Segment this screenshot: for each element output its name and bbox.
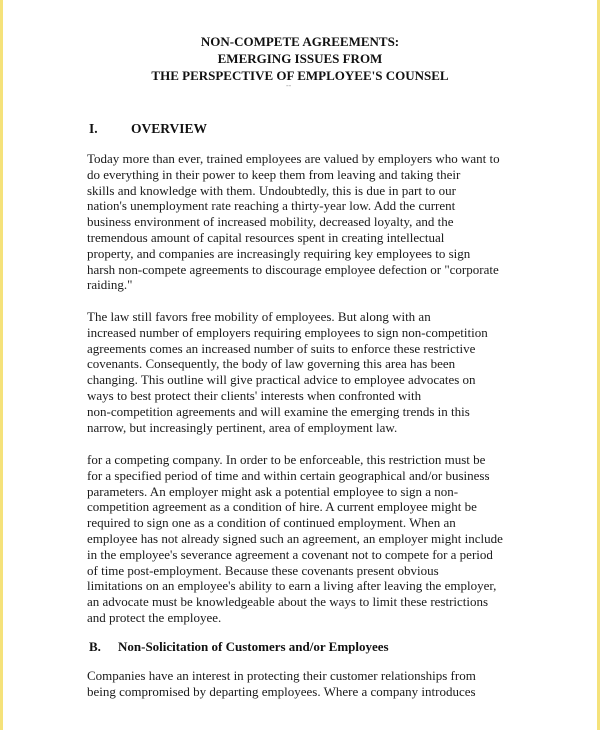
text-line: for a specified period of time and within certain geographical and/or business xyxy=(87,467,490,483)
text-line: do everything in their power to keep them from leaving and taking their xyxy=(87,166,461,182)
text-line: Today more than ever, trained employees are valued by employers who want to xyxy=(87,151,500,166)
text-line: ways to best protect their clients' interests when confronted with xyxy=(87,387,422,403)
text-line: limitations on an employee's ability to earn a living after leaving the employer, xyxy=(87,578,497,594)
paragraph-overview-2 xyxy=(87,309,547,435)
text-line: an advocate must be knowledgeable about the ways to limit these restrictions xyxy=(87,594,489,610)
text-line: increased number of employers requiring employees to sign non-competition xyxy=(87,324,488,340)
subsection-number: B. xyxy=(89,639,101,654)
document-page xyxy=(3,0,597,730)
text-line: skills and knowledge with them. Undoubtedly, this is due in part to our xyxy=(87,182,456,198)
paragraph-non-solicitation xyxy=(87,668,547,700)
text-line: non-competition agreements and will examine the emerging trends in this xyxy=(87,403,470,419)
document-title-line-2: EMERGING ISSUES FROM xyxy=(217,51,383,66)
text-line: agreements comes an increased number of suits to enforce these restrictive xyxy=(87,340,476,356)
document-title-line-3: THE PERSPECTIVE OF EMPLOYEE'S COUNSEL xyxy=(151,68,449,83)
section-number: I. xyxy=(89,121,98,136)
section-heading: OVERVIEW xyxy=(131,121,208,136)
text-line: in the employee's severance agreement a covenant not to compete for a period xyxy=(87,546,493,562)
text-line: employee has not already signed such an agreement, an employer might include xyxy=(87,530,503,546)
text-line: business environment of increased mobility, decreased loyalty, and the xyxy=(87,214,454,230)
text-line: Companies have an interest in protecting their customer relationships from xyxy=(87,668,476,683)
text-line: harsh non-compete agreements to discourage employee defection or "corporate xyxy=(87,261,499,277)
text-line: raiding." xyxy=(87,277,133,293)
document-title-line-1: NON-COMPETE AGREEMENTS: xyxy=(200,34,400,49)
text-line: for a competing company. In order to be enforceable, this restriction must be xyxy=(87,452,486,467)
text-line: required to sign one as a condition of continued employment. When an xyxy=(87,515,456,531)
footnote-mark: -- xyxy=(286,81,292,90)
text-line: changing. This outline will give practical advice to employee advocates on xyxy=(87,372,476,388)
text-line: being compromised by departing employees. Where a company introduces xyxy=(87,683,476,699)
text-line: of time post-employment. Because these covenants present obvious xyxy=(87,562,439,578)
text-line: competition agreement as a condition of hire. A current employee might be xyxy=(87,499,477,515)
text-line: The law still favors free mobility of employees. But along with an xyxy=(87,309,431,324)
text-line: parameters. An employer might ask a potential employee to sign a non- xyxy=(87,483,459,499)
paragraph-competition xyxy=(87,452,547,626)
text-line: tremendous amount of capital resources spent in creating intellectual xyxy=(87,229,445,245)
text-line: covenants. Consequently, the body of law governing this area has been xyxy=(87,356,456,372)
text-line: narrow, but increasingly pertinent, area of employment law. xyxy=(87,419,398,435)
paragraph-overview-1 xyxy=(87,151,547,293)
subsection-heading: Non-Solicitation of Customers and/or Employees xyxy=(118,639,389,654)
text-line: property, and companies are increasingly requiring key employees to sign xyxy=(87,245,471,261)
text-line: nation's unemployment rate reaching a thirty-year low. Add the current xyxy=(87,198,456,214)
text-line: and protect the employee. xyxy=(87,609,222,625)
